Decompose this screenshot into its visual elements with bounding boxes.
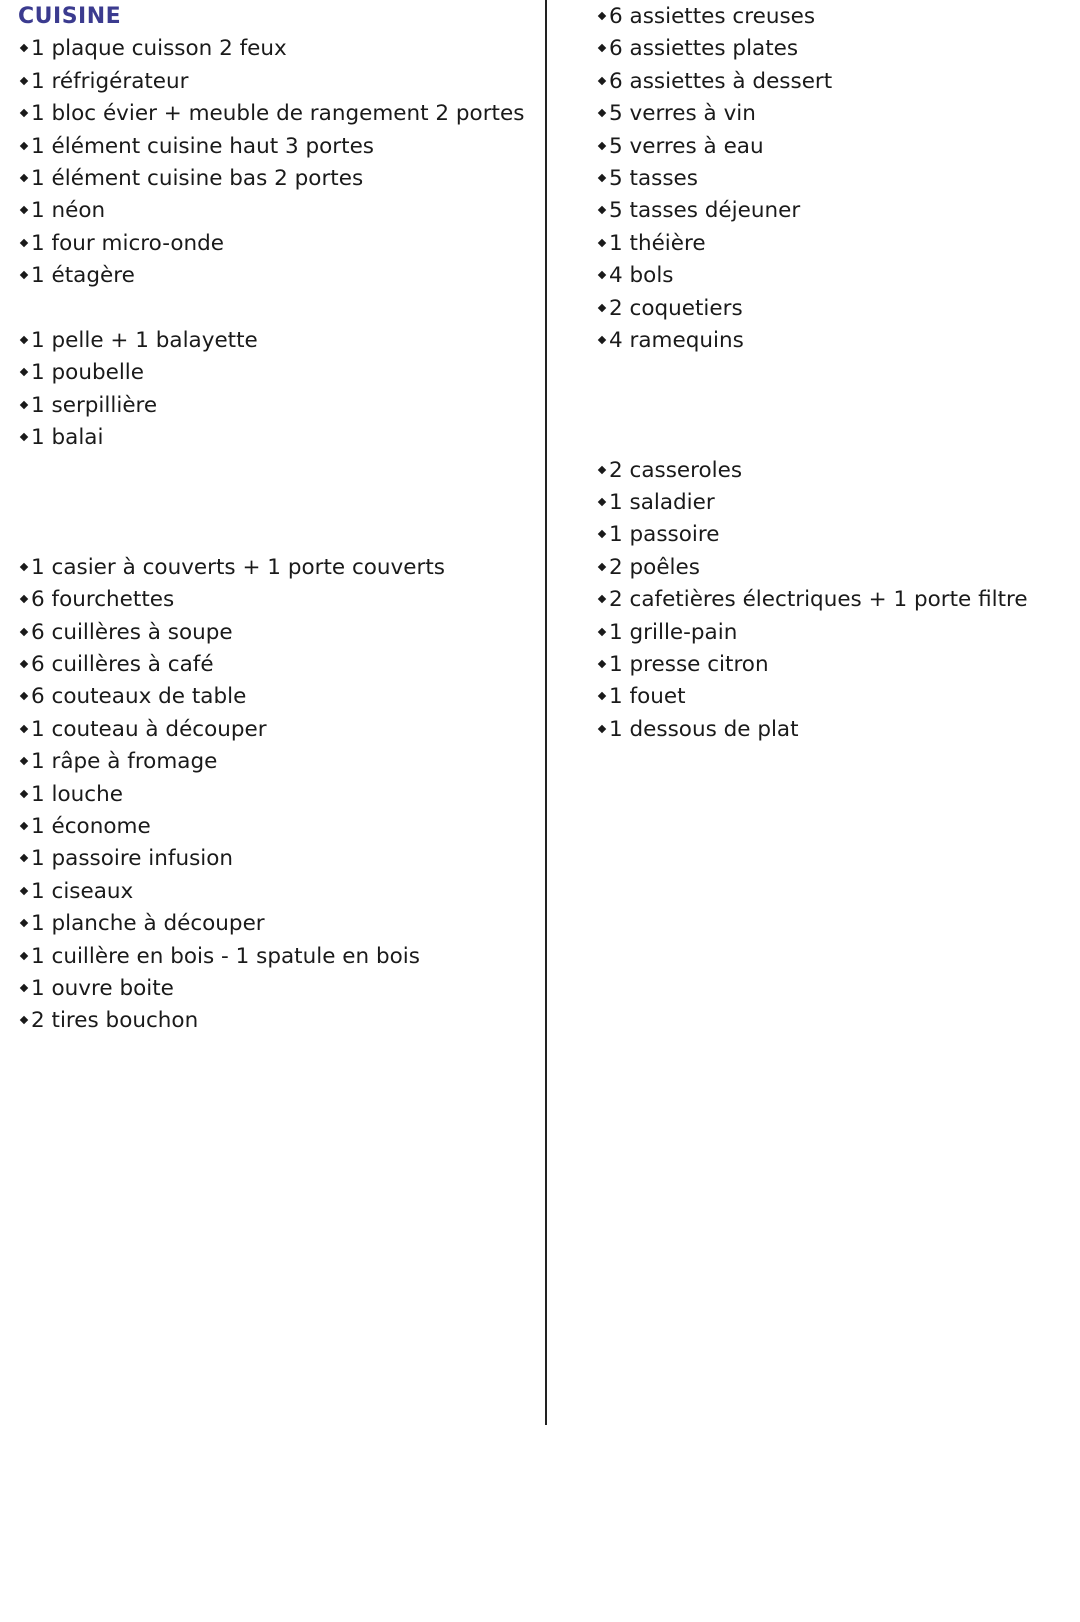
list-item-text: 5 tasses <box>609 166 698 191</box>
diamond-bullet-icon <box>20 141 28 149</box>
list-item-text: 1 théière <box>609 230 706 256</box>
list-item-text: 6 assiettes plates <box>609 36 799 62</box>
list-item <box>596 456 742 486</box>
list-item-text: 1 ouvre boite <box>31 976 174 1001</box>
list-item <box>596 650 769 680</box>
list-item <box>18 99 524 129</box>
list-item <box>18 650 214 680</box>
diamond-bullet-icon <box>598 498 606 506</box>
list-item-text: 6 cuillères à soupe <box>31 619 233 645</box>
diamond-bullet-icon <box>598 595 606 603</box>
list-item-text: 2 casseroles <box>609 457 743 483</box>
list-item-text: 1 étagère <box>31 263 135 289</box>
diamond-bullet-icon <box>598 465 606 473</box>
list-item <box>596 585 1028 615</box>
diamond-bullet-icon <box>20 44 28 52</box>
list-item <box>18 715 267 745</box>
list-item-text: 5 verres à vin <box>609 101 756 127</box>
list-item-text: 1 grille-pain <box>609 619 738 645</box>
list-item <box>18 132 374 162</box>
list-item-text: 4 bols <box>609 263 674 289</box>
list-item <box>18 164 363 194</box>
list-item-text: 6 fourchettes <box>31 587 175 613</box>
list-item <box>18 585 174 615</box>
list-item-text: 1 râpe à fromage <box>31 749 218 775</box>
diamond-bullet-icon <box>20 336 28 344</box>
diamond-bullet-icon <box>598 692 606 700</box>
list-item <box>18 942 420 972</box>
list-item-text: 5 tasses déjeuner <box>609 198 801 224</box>
list-item <box>18 423 103 453</box>
list-item-text: 1 balai <box>31 425 104 451</box>
list-item-text: 5 verres à eau <box>609 133 764 159</box>
list-item-text: 1 louche <box>31 781 123 807</box>
list-item <box>18 747 217 777</box>
diamond-bullet-icon <box>20 627 28 635</box>
diamond-bullet-icon <box>598 109 606 117</box>
list-item-text: 1 four micro-onde <box>31 230 225 256</box>
list-item-text: 1 dessous de plat <box>609 716 799 742</box>
list-item <box>596 715 799 745</box>
list-item-text: 2 cafetières électriques + 1 porte filtre <box>609 587 1028 613</box>
list-item <box>596 164 698 194</box>
list-item <box>18 391 157 421</box>
list-item <box>18 34 287 64</box>
list-item <box>18 229 224 259</box>
diamond-bullet-icon <box>598 44 606 52</box>
list-item-text: 2 tires bouchon <box>31 1008 199 1034</box>
list-item-text: 2 coquetiers <box>609 295 743 321</box>
list-item-text: 2 poêles <box>609 554 700 580</box>
diamond-bullet-icon <box>598 725 606 733</box>
diamond-bullet-icon <box>20 951 28 959</box>
diamond-bullet-icon <box>598 141 606 149</box>
list-item-text: 1 élément cuisine bas 2 portes <box>31 166 364 191</box>
diamond-bullet-icon <box>598 660 606 668</box>
list-item-text: 1 réfrigérateur <box>31 68 189 94</box>
list-item <box>596 618 737 648</box>
diamond-bullet-icon <box>598 271 606 279</box>
list-item-text: 1 ciseaux <box>31 878 134 904</box>
diamond-bullet-icon <box>20 206 28 214</box>
diamond-bullet-icon <box>598 563 606 571</box>
list-item <box>18 812 151 842</box>
list-item <box>596 34 798 64</box>
list-item <box>596 196 800 226</box>
list-item-text: 1 fouet <box>609 684 686 710</box>
diamond-bullet-icon <box>20 725 28 733</box>
diamond-bullet-icon <box>598 239 606 247</box>
diamond-bullet-icon <box>598 12 606 20</box>
section-title: CUISINE <box>18 4 122 29</box>
list-item-text: 6 cuillères à café <box>31 652 214 677</box>
list-item <box>18 358 144 388</box>
diamond-bullet-icon <box>598 77 606 85</box>
list-item <box>18 1006 198 1036</box>
diamond-bullet-icon <box>20 563 28 571</box>
list-item-text: 1 saladier <box>609 490 715 515</box>
list-item-text: 1 planche à découper <box>31 911 265 937</box>
list-item-text: 4 ramequins <box>609 328 744 353</box>
diamond-bullet-icon <box>20 239 28 247</box>
list-item <box>18 909 265 939</box>
list-item <box>18 844 233 874</box>
list-item <box>18 974 174 1004</box>
list-item <box>18 682 246 712</box>
diamond-bullet-icon <box>20 174 28 182</box>
list-item <box>18 780 123 810</box>
diamond-bullet-icon <box>20 822 28 830</box>
diamond-bullet-icon <box>598 303 606 311</box>
diamond-bullet-icon <box>20 692 28 700</box>
list-item <box>596 326 744 356</box>
diamond-bullet-icon <box>20 368 28 376</box>
diamond-bullet-icon <box>20 109 28 117</box>
diamond-bullet-icon <box>20 271 28 279</box>
diamond-bullet-icon <box>598 530 606 538</box>
diamond-bullet-icon <box>20 660 28 668</box>
list-item-text: 1 cuillère en bois - 1 spatule en bois <box>31 943 420 969</box>
diamond-bullet-icon <box>20 595 28 603</box>
list-item <box>596 294 743 324</box>
diamond-bullet-icon <box>598 627 606 635</box>
column-divider <box>545 0 547 1425</box>
list-item <box>596 2 815 32</box>
diamond-bullet-icon <box>20 887 28 895</box>
diamond-bullet-icon <box>598 336 606 344</box>
list-item-text: 1 casier à couverts + 1 porte couverts <box>31 554 445 580</box>
diamond-bullet-icon <box>598 206 606 214</box>
diamond-bullet-icon <box>20 757 28 765</box>
diamond-bullet-icon <box>20 433 28 441</box>
list-item-text: 1 poubelle <box>31 360 144 386</box>
diamond-bullet-icon <box>20 984 28 992</box>
list-item <box>18 877 133 907</box>
diamond-bullet-icon <box>20 77 28 85</box>
list-item-text: 1 bloc évier + meuble de rangement 2 portes <box>31 101 525 127</box>
diamond-bullet-icon <box>20 401 28 409</box>
diamond-bullet-icon <box>20 1016 28 1024</box>
list-item <box>18 261 135 291</box>
list-item <box>18 553 445 583</box>
list-item-text: 6 assiettes creuses <box>609 4 816 29</box>
list-item <box>18 326 258 356</box>
list-item-text: 1 néon <box>31 198 106 224</box>
list-item-text: 6 couteaux de table <box>31 684 247 710</box>
list-item <box>18 67 189 97</box>
list-item-text: 1 économe <box>31 814 151 839</box>
list-item <box>596 520 719 550</box>
diamond-bullet-icon <box>598 174 606 182</box>
list-item-text: 1 serpillière <box>31 392 158 418</box>
list-item-text: 6 assiettes à dessert <box>609 68 833 94</box>
diamond-bullet-icon <box>20 789 28 797</box>
list-item-text: 1 plaque cuisson 2 feux <box>31 36 287 62</box>
list-item <box>596 553 700 583</box>
list-item <box>596 67 832 97</box>
list-item <box>596 132 764 162</box>
diamond-bullet-icon <box>20 919 28 927</box>
list-item-text: 1 passoire <box>609 522 720 548</box>
list-item-text: 1 presse citron <box>609 652 769 677</box>
list-item-text: 1 passoire infusion <box>31 846 234 872</box>
list-item-text: 1 élément cuisine haut 3 portes <box>31 133 374 159</box>
list-item <box>596 229 706 259</box>
list-item <box>596 488 715 518</box>
list-item <box>596 99 756 129</box>
diamond-bullet-icon <box>20 854 28 862</box>
list-item <box>18 618 233 648</box>
list-item-text: 1 couteau à découper <box>31 716 267 742</box>
list-item <box>596 682 686 712</box>
list-item-text: 1 pelle + 1 balayette <box>31 328 258 353</box>
list-item <box>596 261 674 291</box>
list-item <box>18 196 105 226</box>
